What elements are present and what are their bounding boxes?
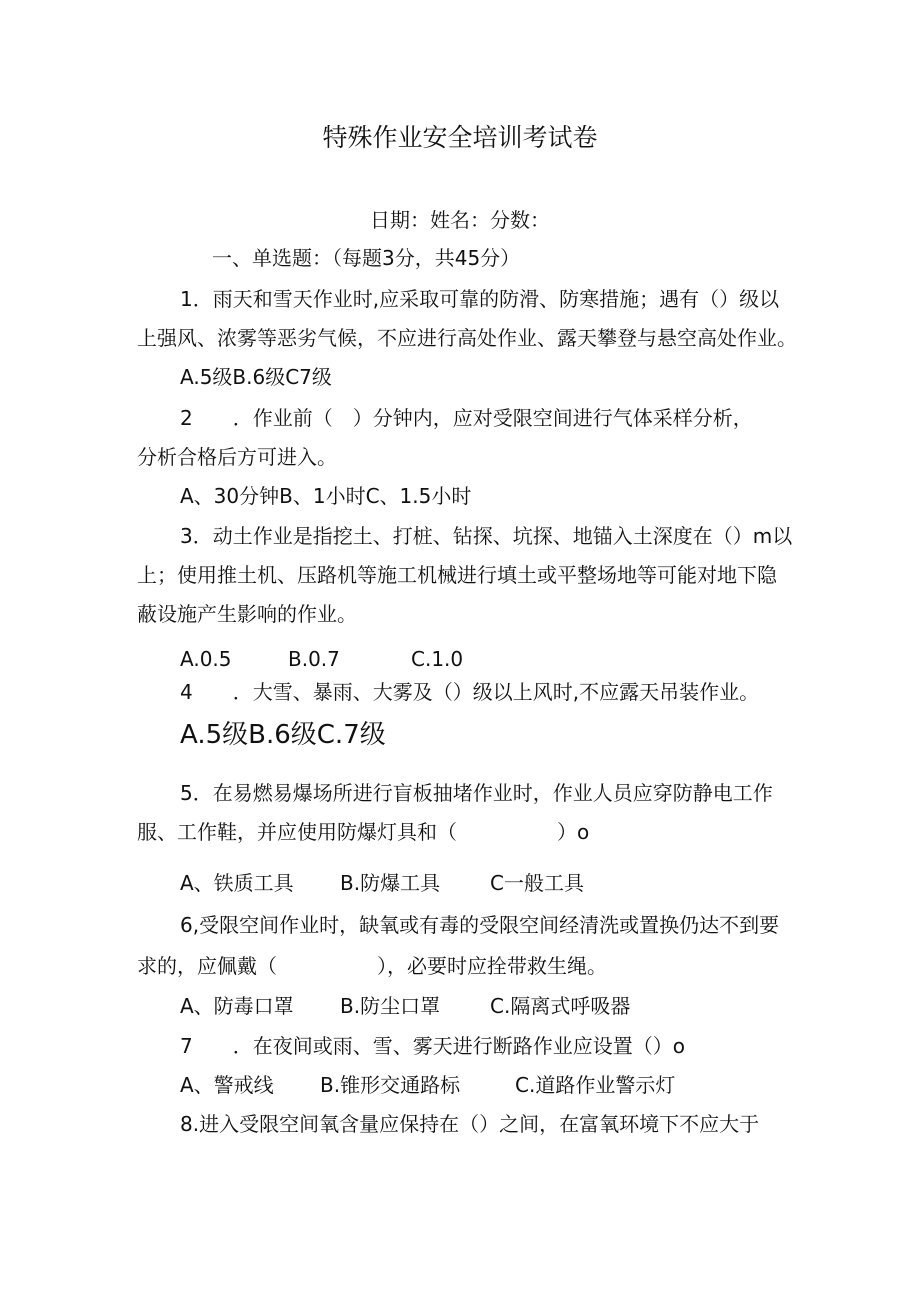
question-5-line-1: 5．在易燃易爆场所进行盲板抽堵作业时，作业人员应穿防静电工作 xyxy=(180,781,773,805)
question-6-line-1: 6,受限空间作业时，缺氧或有毒的受限空间经清洗或置换仍达不到要 xyxy=(180,913,780,937)
question-3-option-b: B.0.7 xyxy=(288,647,340,671)
question-5-line-2: 服、工作鞋，并应使用防爆灯具和（ ）o xyxy=(137,820,590,844)
question-4-line-1: 4 ．大雪、暴雨、大雾及（）级以上风时,不应露天吊装作业。 xyxy=(180,680,760,704)
question-5-option-b: B.防爆工具 xyxy=(340,871,441,895)
question-6-line-2: 求的，应佩戴（ ），必要时应拴带救生绳。 xyxy=(137,954,607,978)
question-3-line-2: 上；使用推土机、压路机等施工机械进行填土或平整场地等可能对地下隐 xyxy=(137,563,777,587)
question-7-option-a: A、警戒线 xyxy=(180,1073,274,1097)
question-1-line-2: 上强风、浓雾等恶劣气候，不应进行高处作业、露天攀登与悬空高处作业。 xyxy=(137,326,797,350)
question-1-options: A.5级B.6级C7级 xyxy=(180,365,332,389)
question-7-option-b: B.锥形交通路标 xyxy=(320,1073,461,1097)
question-2-line-2: 分析合格后方可进入。 xyxy=(137,445,337,469)
question-2-line-1: 2 ．作业前（ ）分钟内，应对受限空间进行气体采样分析， xyxy=(180,406,753,430)
question-3-option-c: C.1.0 xyxy=(411,647,464,671)
question-7-line-1: 7 ．在夜间或雨、雪、雾天进行断路作业应设置（）o xyxy=(180,1034,685,1058)
header-fields: 日期：姓名：分数： xyxy=(370,208,550,232)
question-5-option-a: A、铁质工具 xyxy=(180,871,294,895)
question-3-option-a: A.0.5 xyxy=(180,647,232,671)
question-6-option-c: C.隔离式呼吸器 xyxy=(490,994,631,1018)
question-3-line-1: 3．动土作业是指挖土、打桩、钻探、坑探、地锚入土深度在（）m以 xyxy=(180,524,793,548)
question-4-options: A.5级B.6级C.7级 xyxy=(180,720,386,750)
question-5-option-c: C一般工具 xyxy=(490,871,584,895)
question-2-options: A、30分钟B、1小时C、1.5小时 xyxy=(180,484,472,508)
page-title: 特殊作业安全培训考试卷 xyxy=(322,123,598,152)
question-6-option-b: B.防尘口罩 xyxy=(340,994,441,1018)
question-8-line-1: 8.进入受限空间氧含量应保持在（）之间，在富氧环境下不应大于 xyxy=(180,1112,760,1136)
question-6-option-a: A、防毒口罩 xyxy=(180,994,294,1018)
question-1-line-1: 1．雨天和雪天作业时,应采取可靠的防滑、防寒措施；遇有（）级以 xyxy=(180,287,780,311)
question-3-line-3: 蔽设施产生影响的作业。 xyxy=(137,602,357,626)
section-heading: 一、单选题：（每题3分，共45分） xyxy=(212,246,521,270)
question-7-option-c: C.道路作业警示灯 xyxy=(515,1073,676,1097)
